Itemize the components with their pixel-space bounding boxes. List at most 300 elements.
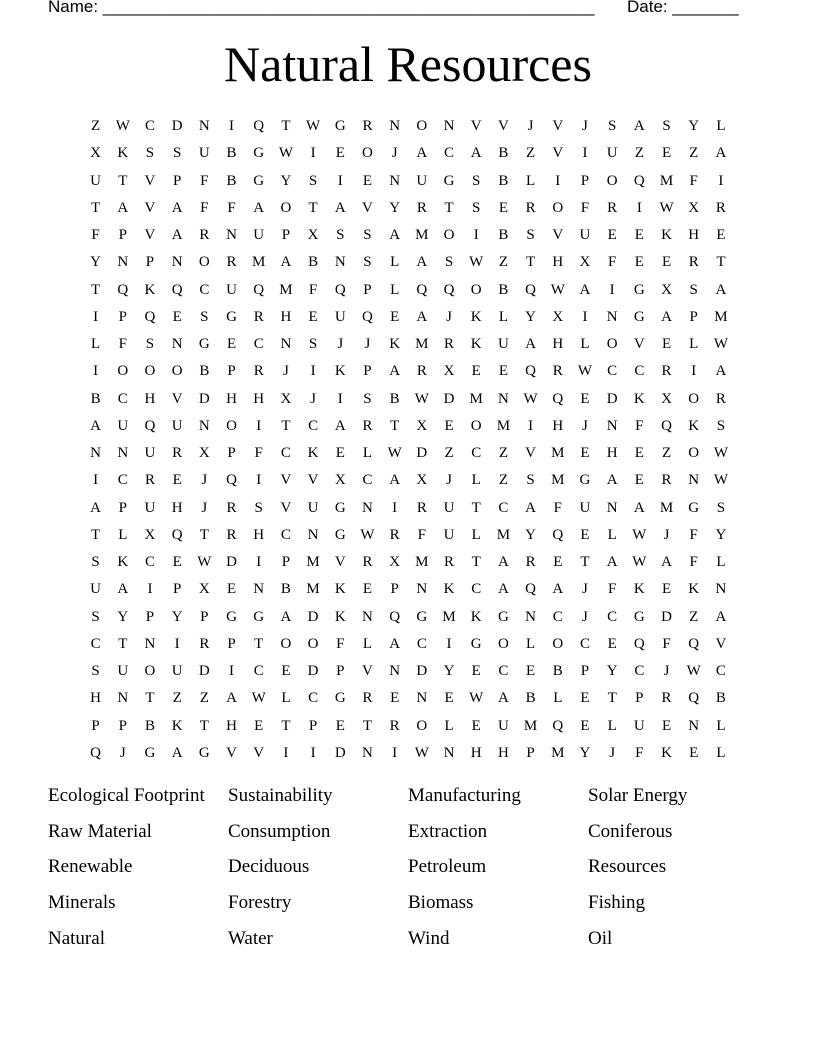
word-list-row: [48, 921, 768, 957]
grid-letter: H: [171, 499, 183, 516]
grid-letter: C: [416, 635, 427, 652]
grid-letter: O: [144, 363, 156, 380]
grid-letter: Q: [334, 281, 346, 298]
grid-row: [82, 549, 735, 576]
grid-letter: X: [307, 227, 319, 244]
grid-letter: V: [525, 445, 537, 462]
grid-letter: W: [713, 472, 728, 489]
grid-letter: N: [525, 608, 537, 625]
grid-letter: R: [389, 526, 400, 543]
grid-letter: U: [579, 227, 591, 244]
word-list: [48, 778, 768, 957]
grid-letter: S: [200, 308, 209, 325]
grid-letter: C: [498, 663, 509, 680]
grid-letter: C: [280, 526, 291, 543]
grid-letter: P: [308, 717, 318, 734]
grid-letter: V: [362, 663, 373, 680]
grid-letter: N: [416, 690, 428, 707]
grid-letter: F: [200, 172, 209, 189]
grid-letter: C: [253, 663, 264, 680]
grid-letter: B: [389, 390, 400, 407]
grid-letter: R: [416, 499, 427, 516]
grid-letter: N: [688, 472, 700, 489]
grid-letter: Y: [171, 608, 183, 625]
grid-letter: G: [334, 690, 346, 707]
grid-letter: S: [91, 663, 100, 680]
grid-letter: Y: [389, 199, 401, 216]
grid-letter: I: [691, 363, 697, 380]
grid-letter: U: [117, 663, 129, 680]
word-item: Deciduous: [228, 856, 310, 878]
grid-letter: K: [334, 363, 346, 380]
grid-letter: L: [118, 526, 128, 543]
grid-letter: I: [310, 744, 316, 761]
grid-letter: A: [334, 199, 346, 216]
grid-letter: U: [171, 417, 183, 434]
grid-letter: H: [90, 690, 102, 707]
grid-letter: Q: [144, 308, 156, 325]
grid-letter: M: [523, 717, 538, 734]
grid-letter: Z: [689, 608, 699, 625]
grid-letter: B: [280, 581, 291, 598]
grid-letter: K: [117, 145, 129, 162]
grid-letter: U: [171, 663, 183, 680]
grid-letter: I: [446, 635, 452, 652]
grid-letter: F: [607, 581, 617, 598]
grid-letter: F: [635, 417, 644, 434]
grid-row: [82, 386, 735, 413]
grid-letter: O: [144, 663, 156, 680]
grid-letter: K: [688, 417, 700, 434]
grid-letter: X: [389, 554, 401, 571]
grid-letter: C: [715, 663, 726, 680]
grid-letter: L: [526, 172, 536, 189]
grid-letter: G: [443, 172, 455, 189]
grid-letter: E: [390, 308, 400, 325]
grid-letter: I: [528, 417, 534, 434]
grid-letter: M: [306, 581, 320, 598]
grid-letter: C: [117, 472, 128, 489]
grid-letter: B: [715, 690, 726, 707]
grid-letter: T: [281, 417, 291, 434]
grid-letter: X: [688, 199, 700, 216]
grid-letter: A: [606, 472, 618, 489]
grid-letter: N: [715, 581, 727, 598]
grid-letter: F: [662, 635, 671, 652]
grid-letter: J: [663, 526, 670, 543]
grid-letter: M: [551, 472, 565, 489]
grid-letter: Q: [144, 417, 156, 434]
grid-letter: Z: [444, 445, 454, 462]
grid-letter: P: [635, 690, 644, 707]
grid-letter: F: [689, 172, 698, 189]
grid-letter: K: [470, 336, 482, 353]
grid-letter: P: [336, 663, 345, 680]
grid-letter: L: [716, 554, 726, 571]
grid-letter: R: [444, 336, 455, 353]
grid-letter: D: [661, 608, 672, 625]
grid-letter: Y: [579, 744, 591, 761]
grid-letter: N: [606, 499, 618, 516]
grid-letter: I: [310, 363, 316, 380]
grid-letter: K: [389, 336, 401, 353]
word-item: Raw Material: [48, 820, 152, 842]
grid-letter: R: [144, 472, 155, 489]
grid-letter: U: [579, 499, 591, 516]
grid-letter: P: [281, 227, 291, 244]
grid-letter: X: [90, 145, 102, 162]
grid-letter: X: [443, 363, 455, 380]
grid-letter: O: [497, 635, 509, 652]
grid-letter: W: [469, 690, 484, 707]
grid-letter: O: [443, 227, 455, 244]
grid-letter: K: [633, 581, 645, 598]
word-item: Natural: [48, 928, 105, 950]
grid-letter: E: [390, 690, 400, 707]
grid-letter: N: [362, 744, 373, 761]
word-item: Forestry: [228, 892, 292, 914]
grid-letter: S: [444, 254, 454, 271]
grid-letter: R: [362, 417, 373, 434]
grid-letter: N: [117, 254, 129, 271]
grid-letter: W: [414, 744, 429, 761]
grid-letter: P: [145, 608, 155, 625]
grid-letter: Q: [226, 472, 237, 489]
grid-letter: F: [689, 526, 698, 543]
grid-letter: A: [117, 199, 129, 216]
grid-letter: C: [117, 390, 128, 407]
grid-letter: L: [716, 717, 726, 734]
grid-letter: H: [552, 254, 564, 271]
grid-row: [82, 304, 735, 331]
grid-letter: R: [389, 717, 400, 734]
grid-letter: U: [253, 227, 265, 244]
grid-letter: P: [118, 308, 127, 325]
grid-letter: A: [90, 499, 102, 516]
grid-letter: T: [526, 254, 536, 271]
grid-letter: F: [689, 554, 698, 571]
grid-letter: N: [117, 690, 129, 707]
grid-letter: E: [172, 472, 182, 489]
grid-letter: H: [226, 390, 237, 407]
grid-letter: Y: [525, 308, 537, 325]
grid-letter: O: [362, 145, 373, 162]
grid-letter: O: [226, 417, 237, 434]
grid-letter: B: [308, 254, 319, 271]
grid-letter: E: [172, 308, 182, 325]
grid-letter: E: [607, 227, 617, 244]
grid-letter: W: [278, 145, 293, 162]
grid-letter: H: [606, 445, 618, 462]
grid-row: [82, 658, 735, 685]
grid-letter: Q: [552, 390, 564, 407]
grid-letter: O: [198, 254, 210, 271]
grid-letter: I: [392, 744, 398, 761]
grid-letter: N: [253, 581, 265, 598]
grid-letter: F: [227, 199, 236, 216]
grid-letter: R: [199, 635, 210, 652]
grid-letter: J: [201, 472, 208, 489]
grid-letter: F: [635, 744, 644, 761]
grid-letter: J: [337, 336, 344, 353]
grid-letter: W: [115, 118, 130, 135]
grid-letter: O: [117, 363, 129, 380]
grid-letter: V: [171, 390, 183, 407]
grid-letter: B: [525, 690, 536, 707]
grid-letter: A: [715, 145, 727, 162]
grid-letter: S: [526, 227, 535, 244]
grid-letter: V: [144, 227, 156, 244]
grid-letter: Q: [633, 635, 645, 652]
grid-letter: Q: [661, 417, 672, 434]
grid-letter: I: [392, 499, 398, 516]
grid-letter: E: [498, 199, 508, 216]
grid-letter: R: [444, 554, 455, 571]
grid-letter: C: [552, 608, 563, 625]
grid-letter: Z: [199, 690, 209, 707]
word-item: Minerals: [48, 892, 116, 914]
grid-letter: L: [498, 308, 508, 325]
grid-letter: C: [90, 635, 101, 652]
grid-letter: J: [282, 363, 289, 380]
grid-letter: F: [118, 336, 127, 353]
grid-letter: S: [172, 145, 182, 162]
grid-letter: R: [416, 363, 427, 380]
grid-row: [82, 740, 735, 767]
grid-letter: I: [636, 199, 642, 216]
grid-letter: L: [580, 336, 590, 353]
grid-letter: Z: [526, 145, 536, 162]
grid-letter: R: [226, 526, 237, 543]
grid-letter: M: [496, 526, 511, 543]
grid-letter: G: [144, 744, 156, 761]
grid-letter: O: [552, 635, 564, 652]
grid-letter: I: [256, 417, 262, 434]
grid-letter: C: [444, 145, 455, 162]
grid-letter: K: [117, 554, 129, 571]
grid-letter: T: [199, 526, 209, 543]
grid-letter: O: [470, 417, 482, 434]
grid-letter: M: [469, 390, 483, 407]
grid-letter: K: [470, 608, 482, 625]
grid-letter: S: [526, 472, 535, 489]
grid-letter: S: [91, 554, 100, 571]
grid-letter: T: [91, 281, 101, 298]
grid-letter: E: [580, 526, 590, 543]
grid-letter: D: [443, 390, 455, 407]
grid-letter: I: [582, 145, 588, 162]
grid-letter: D: [198, 663, 210, 680]
grid-letter: T: [254, 635, 264, 652]
grid-letter: I: [147, 581, 153, 598]
grid-letter: A: [470, 145, 482, 162]
grid-letter: I: [582, 308, 588, 325]
grid-letter: D: [334, 744, 346, 761]
grid-letter: G: [253, 608, 265, 625]
grid-letter: J: [391, 145, 398, 162]
grid-letter: W: [251, 690, 266, 707]
grid-letter: O: [280, 199, 292, 216]
grid-letter: S: [308, 172, 318, 189]
grid-letter: G: [688, 499, 700, 516]
grid-letter: W: [713, 445, 728, 462]
grid-letter: X: [416, 472, 428, 489]
grid-letter: A: [715, 608, 727, 625]
grid-letter: L: [526, 635, 536, 652]
grid-letter: V: [552, 145, 564, 162]
grid-letter: H: [253, 390, 265, 407]
grid-letter: T: [91, 526, 101, 543]
grid-letter: E: [444, 690, 454, 707]
grid-letter: J: [582, 118, 588, 135]
grid-letter: T: [118, 172, 128, 189]
grid-letter: T: [471, 554, 481, 571]
grid-letter: G: [497, 608, 509, 625]
grid-row: [82, 576, 735, 603]
grid-letter: Q: [362, 308, 373, 325]
grid-letter: Y: [90, 254, 102, 271]
grid-letter: C: [579, 635, 590, 652]
grid-letter: O: [606, 336, 618, 353]
grid-letter: V: [552, 118, 564, 135]
grid-letter: F: [200, 199, 209, 216]
grid-letter: I: [555, 172, 561, 189]
grid-letter: N: [307, 526, 319, 543]
grid-letter: V: [715, 635, 727, 652]
grid-letter: P: [580, 663, 590, 680]
grid-letter: E: [444, 417, 454, 434]
word-list-row: [48, 814, 768, 850]
grid-letter: J: [446, 308, 452, 325]
grid-letter: W: [686, 663, 701, 680]
grid-letter: Q: [525, 581, 537, 598]
grid-letter: V: [144, 199, 156, 216]
word-item: Manufacturing: [408, 784, 521, 806]
grid-letter: F: [580, 199, 590, 216]
grid-letter: O: [606, 172, 618, 189]
grid-letter: G: [334, 118, 346, 135]
grid-letter: A: [253, 199, 265, 216]
grid-row: [82, 195, 735, 222]
grid-letter: I: [229, 663, 235, 680]
grid-letter: T: [444, 199, 454, 216]
grid-letter: N: [389, 663, 401, 680]
word-item: Extraction: [408, 820, 488, 842]
grid-letter: Z: [634, 145, 644, 162]
grid-letter: W: [523, 390, 538, 407]
grid-letter: W: [387, 445, 402, 462]
grid-letter: A: [90, 417, 102, 434]
grid-letter: C: [308, 417, 319, 434]
grid-letter: O: [688, 390, 700, 407]
grid-letter: T: [118, 635, 128, 652]
grid-letter: N: [416, 581, 428, 598]
grid-letter: H: [552, 336, 564, 353]
grid-row: [82, 685, 735, 712]
grid-letter: A: [416, 145, 428, 162]
grid-letter: U: [117, 417, 129, 434]
grid-row: [82, 631, 735, 658]
grid-letter: I: [174, 635, 180, 652]
grid-letter: A: [661, 308, 672, 325]
grid-letter: Q: [688, 690, 700, 707]
grid-letter: K: [307, 445, 319, 462]
grid-letter: L: [607, 526, 617, 543]
word-list-row: [48, 885, 768, 921]
grid-letter: J: [582, 417, 588, 434]
grid-letter: E: [716, 227, 726, 244]
grid-letter: E: [580, 445, 590, 462]
header: [48, 0, 748, 19]
grid-letter: S: [145, 145, 155, 162]
grid-letter: A: [497, 554, 509, 571]
grid-letter: P: [363, 363, 372, 380]
grid-letter: G: [633, 608, 645, 625]
grid-letter: Y: [525, 526, 537, 543]
grid-letter: V: [633, 336, 645, 353]
grid-letter: J: [446, 472, 452, 489]
word-item: Petroleum: [408, 856, 487, 878]
grid-letter: R: [552, 363, 563, 380]
grid-letter: Z: [661, 445, 672, 462]
grid-letter: G: [633, 308, 645, 325]
grid-letter: M: [442, 608, 456, 625]
grid-letter: V: [280, 472, 292, 489]
grid-letter: S: [363, 227, 372, 244]
grid-letter: M: [306, 554, 320, 571]
grid-letter: C: [498, 499, 509, 516]
grid-letter: Z: [498, 445, 508, 462]
grid-row: [82, 168, 735, 195]
date-label: Date: _______: [627, 0, 739, 16]
grid-letter: I: [337, 172, 343, 189]
grid-letter: G: [226, 308, 237, 325]
grid-letter: E: [335, 445, 345, 462]
grid-letter: I: [337, 390, 343, 407]
grid-letter: A: [416, 254, 428, 271]
grid-letter: M: [496, 417, 511, 434]
grid-letter: P: [118, 227, 127, 244]
grid-letter: A: [416, 308, 428, 325]
grid-letter: Z: [498, 254, 508, 271]
grid-letter: R: [416, 199, 427, 216]
grid-letter: L: [553, 690, 563, 707]
grid-letter: E: [526, 663, 536, 680]
grid-letter: Q: [443, 281, 455, 298]
grid-letter: P: [390, 581, 399, 598]
grid-letter: Y: [443, 663, 455, 680]
grid-letter: W: [550, 281, 565, 298]
grid-letter: Q: [525, 281, 537, 298]
grid-letter: C: [144, 118, 155, 135]
grid-letter: L: [716, 118, 726, 135]
grid-letter: D: [198, 390, 210, 407]
grid-letter: C: [607, 363, 618, 380]
grid-letter: E: [362, 172, 373, 189]
grid-letter: Q: [171, 281, 183, 298]
grid-letter: N: [90, 445, 102, 462]
grid-letter: T: [308, 199, 318, 216]
grid-letter: K: [443, 581, 455, 598]
grid-letter: V: [280, 499, 292, 516]
grid-letter: R: [199, 227, 210, 244]
grid-letter: W: [469, 254, 484, 271]
grid-letter: E: [226, 581, 237, 598]
grid-letter: O: [280, 635, 292, 652]
grid-letter: F: [308, 281, 318, 298]
grid-letter: P: [118, 499, 127, 516]
grid-letter: I: [93, 472, 99, 489]
